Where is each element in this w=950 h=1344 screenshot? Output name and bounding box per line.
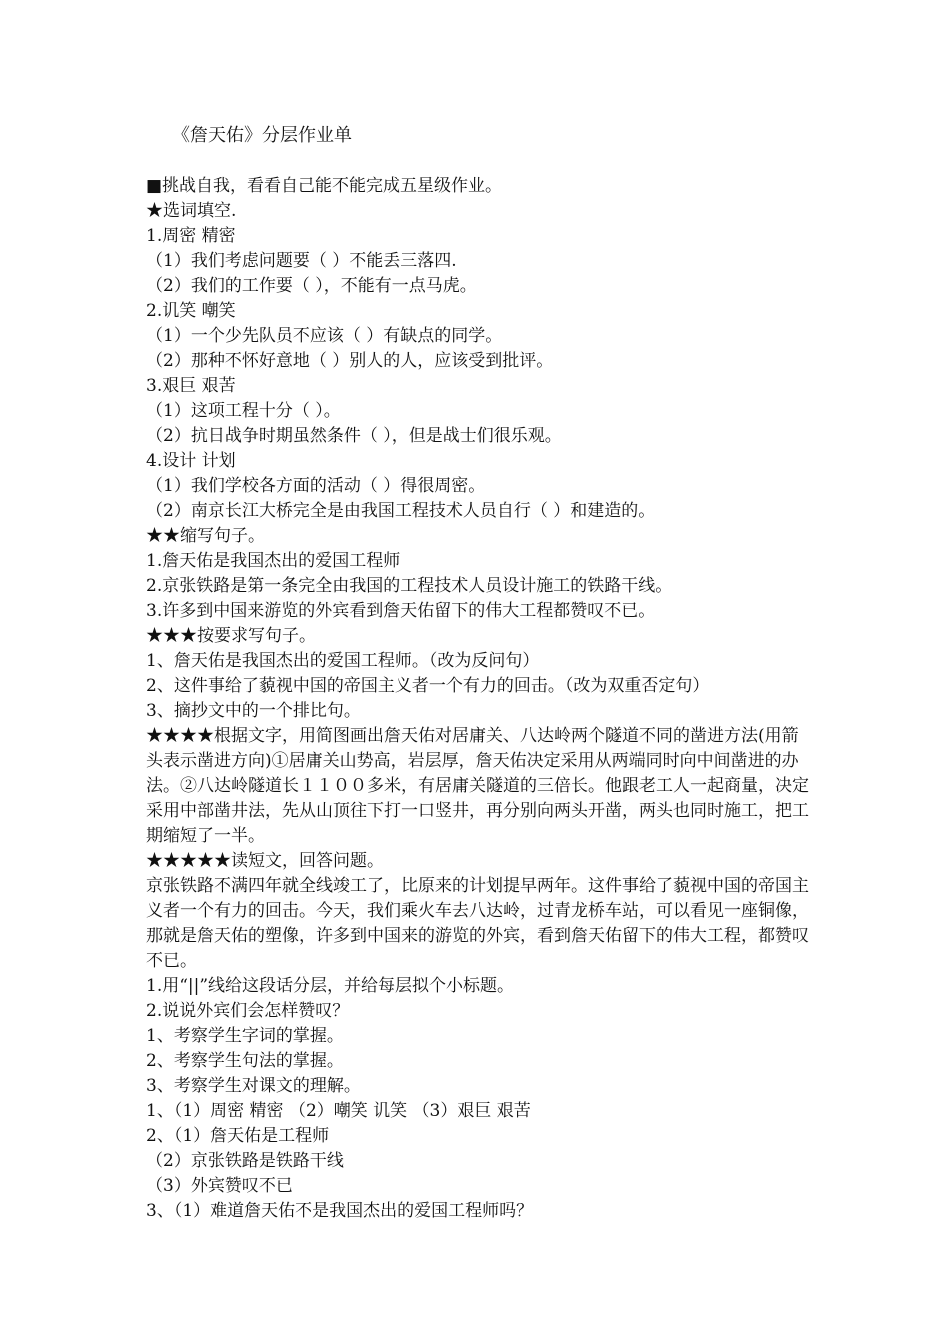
text-line: （2）京张铁路是铁路干线 <box>146 1151 344 1171</box>
text-line: 4.设计 计划 <box>146 451 236 471</box>
text-line: 3、（1）难道詹天佑不是我国杰出的爱国工程师吗？ <box>146 1201 534 1221</box>
text-line: （2）抗日战争时期虽然条件（ ），但是战士们很乐观。 <box>146 426 562 446</box>
text-line: 1、（1）周密 精密 （2）嘲笑 讥笑 （3）艰巨 艰苦 <box>146 1101 531 1121</box>
text-line: 2.讥笑 嘲笑 <box>146 301 236 321</box>
text-line: （3）外宾赞叹不已 <box>146 1176 293 1196</box>
text-line: 1.詹天佑是我国杰出的爱国工程师 <box>146 551 401 571</box>
text-line: 2.说说外宾们会怎样赞叹？ <box>146 1001 350 1021</box>
text-line: ■挑战自我，看看自己能不能完成五星级作业。 <box>146 176 503 196</box>
text-line: 3.许多到中国来游览的外宾看到詹天佑留下的伟大工程都赞叹不已。 <box>146 601 656 621</box>
document-title: 《詹天佑》分层作业单 <box>172 125 352 146</box>
text-line: 2、考察学生句法的掌握。 <box>146 1051 344 1071</box>
document-body <box>146 174 826 1224</box>
text-line: 2、这件事给了藐视中国的帝国主义者一个有力的回击。（改为双重否定句） <box>146 676 710 696</box>
text-line: （2）那种不怀好意地（ ）别人的人，应该受到批评。 <box>146 351 554 371</box>
text-line: 3、考察学生对课文的理解。 <box>146 1076 361 1096</box>
text-line: （2）我们的工作要（ ），不能有一点马虎。 <box>146 276 477 296</box>
paragraph: 京张铁路不满四年就全线竣工了，比原来的计划提早两年。这件事给了藐视中国的帝国主义者一个有力的回击。今天，我们乘火车去八达岭，过青龙桥车站，可以看见一座铜像，那就是詹天佑的塑像，许多到中国来的游览的外宾，看到詹天佑留下的伟大工程，都赞叹不已。 <box>146 876 809 971</box>
text-line: 1.用“||”线给这段话分层，并给每层拟个小标题。 <box>146 976 515 996</box>
text-line: ★★缩写句子。 <box>146 526 265 546</box>
text-line: （1）这项工程十分（ ）。 <box>146 401 341 421</box>
text-line: （1）我们学校各方面的活动（ ）得很周密。 <box>146 476 486 496</box>
text-line: 3、摘抄文中的一个排比句。 <box>146 701 361 721</box>
text-line: 1.周密 精密 <box>146 226 236 246</box>
text-line: （1）我们考虑问题要（ ）不能丢三落四. <box>146 251 457 271</box>
text-line: ★选词填空. <box>146 201 237 221</box>
text-line: 2.京张铁路是第一条完全由我国的工程技术人员设计施工的铁路干线。 <box>146 576 673 596</box>
text-line: ★★★★★读短文，回答问题。 <box>146 851 384 871</box>
text-line: （2）南京长江大桥完全是由我国工程技术人员自行（ ）和建造的。 <box>146 501 656 521</box>
text-line: 2、（1）詹天佑是工程师 <box>146 1126 330 1146</box>
text-line: ★★★按要求写句子。 <box>146 626 316 646</box>
text-line: 3.艰巨 艰苦 <box>146 376 236 396</box>
text-line: （1）一个少先队员不应该（ ）有缺点的同学。 <box>146 326 503 346</box>
text-line: 1、詹天佑是我国杰出的爱国工程师。（改为反问句） <box>146 651 540 671</box>
text-line: 1、考察学生字词的掌握。 <box>146 1026 344 1046</box>
paragraph: ★★★★根据文字，用简图画出詹天佑对居庸关、八达岭两个隧道不同的凿进方法(用箭头表示凿进方向)①居庸关山势高，岩层厚，詹天佑决定采用从两端同时向中间凿进的办法。②八达岭隧道长１１００多米，有居庸关隧道的三倍长。他跟老工人一起商量，决定采用中部凿井法，先从山顶往下打一口竖井，再分别向两头开凿，两头也同时施工，把工期缩短了一半。 <box>146 726 809 846</box>
